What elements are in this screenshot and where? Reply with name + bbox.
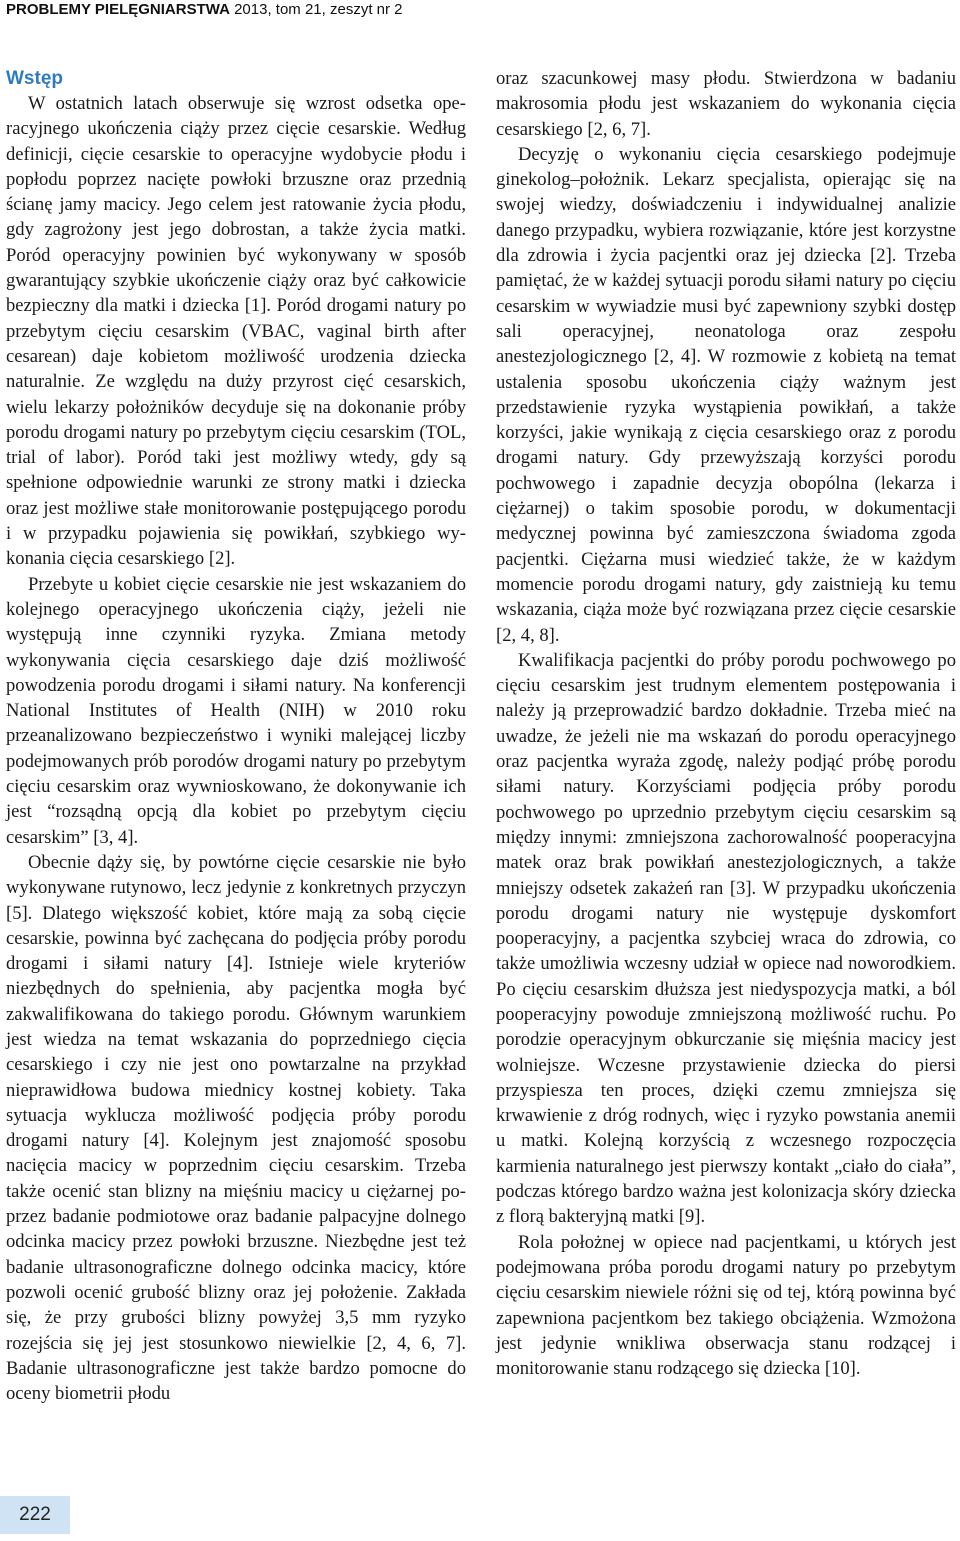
journal-title: PROBLEMY PIELĘGNIARSTWA [6, 1, 230, 18]
page-number: 222 [0, 1496, 70, 1534]
running-head [6, 0, 403, 20]
journal-issue: 2013, tom 21, zeszyt nr 2 [229, 1, 403, 18]
paragraph: Kwalifikacja pacjentki do próby porodu pochwowego po cięciu cesarskim jest trudnym elementem postępowania i należy ją przeprowadzić bardzo dokładnie. Trzeba mieć na uwadze, że jeżeli nie ma wskazań do porodu operacyjnego oraz pacjentka wyraża zgodę, należy podjąć próbę porodu siłami natury. Korzyściami podjęcia próby porodu pochwowego po uprzednio przebytym cięciu cesarskim są między innymi: zmniejszona zachorowalność pooperacyjna matek oraz brak powikłań anestezjologicznych, a także mniejszy odsetek zakażeń ran [3]. W przypadku ukończenia porodu drogami natury nie występuje dyskomfort pooperacyjny, a pacjentka szybciej wraca do zdrowia, co także umożliwia wczesny udział w opiece nad noworodkiem. Po cięciu cesarskim dłuższa jest niedyspozycja matki, a ból pooperacyjny powoduje zmniejszoną możliwość ruchu. Po porodzie operacyjnym obkurczanie się mięśnia macicy jest wolniejsze. Wczesne przystawienie dziecka do piersi przyspiesza ten proces, dzięki czemu zmniejsza się krwawienie z dróg rodnych, więc i ryzyko powstania anemii u matki. Kolejną korzyścią z wczesnego rozpoczęcia karmienia naturalnego jest pierwszy kontakt „ciało do ciała”, podczas którego bardzo ważna jest kolonizacja skóry dziecka z florą bakteryjną matki [9]. [496, 649, 956, 1228]
paragraph: Rola położnej w opiece nad pacjentkami, u których jest podejmowana próba porodu drogami natury po przebytym cięciu cesarskim niewiele różni się od tej, którą powinna być zapewniona pacjentkom bez takiego obciążenia. Wzmożona jest jedynie wnikliwa obserwacja stanu rodzącej i monitorowanie stanu rodzącego się dziecka [10]. [496, 1231, 956, 1380]
paragraph: Obecnie dąży się, by powtórne cięcie cesarskie nie było wykonywane rutynowo, lecz jedynie z konkretnych przyczyn [5]. Dlatego większość kobiet, które mają za sobą cięcie cesarskie, powinna być zachęcana do podjęcia próby porodu drogami i siłami natury [4]. Istnieje wiele kryteriów niezbędnych do spełnienia, aby pacjentka mogła być zakwalifikowana do takiego porodu. Głównym warunkiem jest wiedza na temat wskazania do poprzedniego cięcia cesarskiego i czy nie jest ono powtarzalne na przykład nieprawidłowa budowa miednicy kostnej kobiety. Taka sytuacja wyklucza możliwość podjęcia próby porodu drogami natury [4]. Kolejnym jest znajomość sposobu nacięcia macicy w poprzednim cięciu cesarskim. Trzeba także ocenić stan blizny na mięśniu macicy u ciężarnej poprzez badanie podmiotowe oraz badanie palpacyjne dolnego odcinka macicy przez powłoki brzuszne. Niezbędne jest też badanie ultrasonograficzne dolnego odcinka macicy, które pozwoli ocenić grubość blizny oraz jej położenie. Zakłada się, że przy grubości blizny powyżej 3,5 mm ryzyko rozejścia się jej jest stosunkowo niewielkie [2, 4, 6, 7]. Badanie ultrasonograficzne jest także bardzo pomocne do oceny biometrii płodu [6, 851, 466, 1405]
paragraph-continued: oraz szacunkowej masy płodu. Stwierdzona w badaniu makrosomia płodu jest wskazaniem do wykonania cięcia cesarskiego [2, 6, 7]. [496, 68, 956, 140]
left-column [6, 66, 466, 1406]
section-title: Wstęp [6, 68, 63, 89]
right-column [496, 66, 956, 1381]
paragraph: Przebyte u kobiet cięcie cesarskie nie jest wskazaniem do kolejnego operacyjnego ukończenia ciąży, jeżeli nie występują inne czynniki ryzyka. Zmiana metody wykonywania cięcia cesarskiego daje dziś możliwość powodzenia porodu drogami i siłami natury. Na konferencji National Institutes of Health (NIH) w 2010 roku przeanalizowano bezpieczeństwo i wyniki malejącej liczby podejmowanych prób porodów drogami natury po przebytym cięciu cesarskim oraz wywnioskowano, że dokonywanie ich jest “rozsądną opcją dla kobiet po przebytym cięciu cesarskim” [3, 4]. [6, 573, 466, 848]
paragraph: Decyzję o wykonaniu cięcia cesarskiego podejmuje ginekolog–położnik. Lekarz specjalista, opierając się na swojej wiedzy, doświadczeniu i indywidualnej analizie danego przypadku, wybiera rozwiązanie, które jest korzystne dla zdrowia i życia pacjentki oraz jej dziecka [2]. Trzeba pamiętać, że w każdej sytuacji porodu siłami natury po cięciu cesarskim w wywiadzie musi być zapewniony szybki dostęp sali operacyjnej, neonatologa oraz zespołu anestezjologicznego [2, 4]. W rozmowie z kobietą na temat ustalenia sposobu ukończenia ciąży ważnym jest przedstawienie ryzyka wystąpienia powikłań, a także korzyści, jakie wynikają z cięcia cesarskiego oraz z porodu drogami natury. Gdy przewyższają korzyści porodu pochwowego i zapadnie decyzja obopólna (lekarza i ciężarnej) o takim sposobie porodu, w dokumentacji medycznej powinna być zamieszczona świadoma zgoda pacjentki. Ciężarna musi wiedzieć także, że w każdym momencie porodu drogami natury, gdy zaistnieją ku temu wskazania, ciąża może być rozwiązana przez cięcie cesarskie [2, 4, 8]. [496, 143, 956, 646]
paragraph: W ostatnich latach obserwuje się wzrost odsetka operacyjnego ukończenia ciąży przez cięcie cesarskie. Według definicji, cięcie cesarskie to operacyjne wydobycie płodu i popłodu poprzez nacięte powłoki brzuszne oraz przednią ścianę jamy macicy. Jego celem jest ratowanie życia płodu, gdy zagrożony jest jego dobrostan, a także życia matki. Poród operacyjny powinien być wykonywany w sposób gwarantujący szybkie ukończenie ciąży oraz być całkowicie bezpieczny dla matki i dziecka [1]. Poród drogami natury po przebytym cięciu cesarskim (VBAC, vaginal birth after cesarean) daje kobietom możliwość urodzenia dziecka naturalnie. Ze względu na duży przyrost cięć cesarskich, wielu lekarzy położników decyduje się na dokonanie próby porodu drogami natury po przebytym cięciu cesarskim (TOL, trial of labor). Poród taki jest możliwy wtedy, gdy są spełnione odpowiednie warunki ze strony matki i dziecka oraz jest możliwe stałe monitorowanie postępującego porodu i w przypadku pojawienia się powikłań, szybkiego wykonania cięcia cesarskiego [2]. [6, 93, 466, 570]
